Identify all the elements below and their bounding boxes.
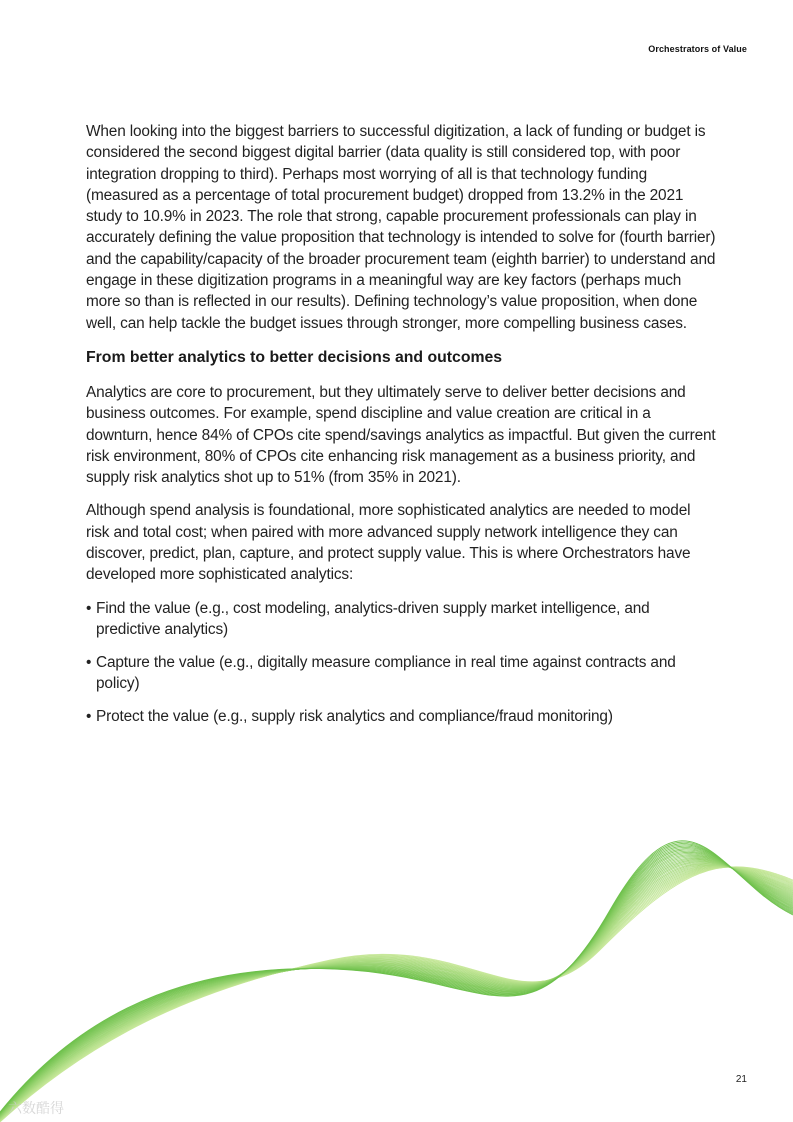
bullet-text: Protect the value (e.g., supply risk analytics and compliance/fraud monitoring) xyxy=(96,707,613,725)
sophisticated-analytics-paragraph: Although spend analysis is foundational, more sophisticated analytics are needed to model risk and total cost; when paired with more advanced supply network intelligence they can discover, predict, plan, capture, and protect supply value. This is where Orchestrators have developed more sophisticated analytics: xyxy=(86,502,691,584)
wave-line xyxy=(0,867,793,1122)
bullet-text: Find the value (e.g., cost modeling, analytics-driven supply market intelligence, and predictive analytics) xyxy=(96,599,650,639)
wave-line xyxy=(0,864,793,1119)
wave-line xyxy=(0,864,793,1118)
wave-line xyxy=(0,853,793,1115)
wave-line xyxy=(0,855,793,1116)
wave-line xyxy=(0,866,793,1120)
wave-line xyxy=(0,856,793,1116)
wave-line xyxy=(0,861,793,1117)
wave-line xyxy=(0,860,793,1117)
wave-line xyxy=(0,867,793,1121)
wave-line xyxy=(0,857,793,1116)
wave-line xyxy=(0,867,793,1121)
wave-line xyxy=(0,863,793,1118)
running-header-title: Orchestrators of Value xyxy=(648,44,747,54)
wave-line xyxy=(0,865,793,1119)
page-number: 21 xyxy=(735,1074,747,1085)
section-heading: From better analytics to better decisions and outcomes xyxy=(86,348,503,366)
bullet-find-value xyxy=(86,598,716,641)
main-content xyxy=(86,121,716,738)
bullet-protect-value xyxy=(86,706,716,728)
wave-line xyxy=(0,862,793,1117)
wave-line xyxy=(0,867,793,1121)
value-bullet-list xyxy=(86,598,716,728)
wave-line xyxy=(0,858,793,1116)
wave-line xyxy=(0,851,793,1114)
wave-line xyxy=(0,866,793,1120)
decorative-wave-graphic xyxy=(0,840,793,1122)
watermark-logo: 六数酷得 xyxy=(8,1100,64,1116)
bullet-marker: • xyxy=(86,653,92,671)
bullet-capture-value xyxy=(86,652,716,695)
analytics-paragraph: Analytics are core to procurement, but they ultimately serve to deliver better decisions and business outcomes. For example, spend discipline and value creation are critical in a downturn, hence 84% of CPOs cite spend/savings analytics as impactful. But given the current risk environment, 80% of CPOs cite enhancing risk management as a business priority, and supply risk analytics shot up to 51% (from 35% in 2021). xyxy=(86,383,716,487)
wave-line xyxy=(0,867,793,1122)
bullet-text: Capture the value (e.g., digitally measure compliance in real time against contracts and policy) xyxy=(96,653,676,693)
wave-line xyxy=(0,847,793,1113)
intro-paragraph: When looking into the biggest barriers to successful digitization, a lack of funding or budget is considered the second biggest digital barrier (data quality is still considered top, with poor integration dropping to third). Perhaps most worrying of all is that technology funding (measured as a percentage of total procurement budget) dropped from 13.2% in the 2021 study to 10.9% in 2023. The role that strong, capable procurement professionals can play in accurately defining the value proposition that technology is intended to solve for (fourth barrier) and the capability/capacity of the broader procurement team (eighth barrier) to understand and engage in these digitization programs in a meaningful way are key factors (perhaps much more so than is reflected in our results). Defining technology’s value proposition, when done well, can help tackle the budget issues through stronger, more compelling business cases. xyxy=(86,123,716,332)
wave-line xyxy=(0,862,793,1118)
wave-line xyxy=(0,859,793,1117)
wave-line xyxy=(0,852,793,1114)
bullet-marker: • xyxy=(86,599,92,617)
wave-line xyxy=(0,850,793,1114)
wave-line xyxy=(0,866,793,1120)
wave-line xyxy=(0,867,793,1121)
bullet-marker: • xyxy=(86,707,92,725)
wave-line xyxy=(0,867,793,1121)
wave-line xyxy=(0,849,793,1114)
